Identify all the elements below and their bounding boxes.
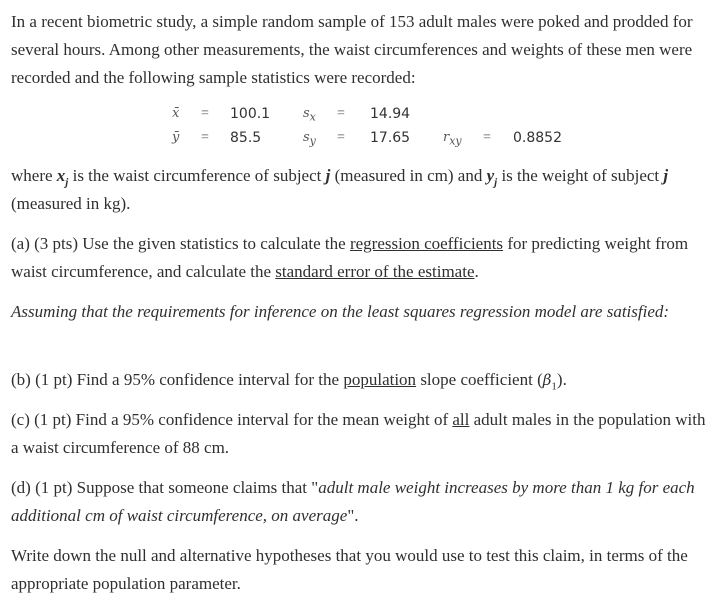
ybar-symbol: ȳ — [172, 130, 180, 145]
ybar-value: 85.5 — [230, 130, 262, 146]
equals-sign: = — [483, 130, 491, 145]
xbar-value: 100.1 — [230, 106, 271, 122]
r-symbol: $r_{xy}$ — [443, 130, 462, 148]
equals-sign: = — [201, 130, 209, 145]
intro-paragraph: In a recent biometric study, a simple random sample of 153 adult males were poked and prodded for several hours. Among other measurements, the waist circumferences and weights of these men were recorded and the following sample statistics were recorded: — [11, 12, 693, 87]
standard-error-link[interactable]: standard error of the estimate — [275, 262, 475, 281]
r-value: 0.8852 — [513, 130, 562, 146]
sx-symbol: $s_x$ — [303, 106, 316, 124]
sy-symbol: $s_y$ — [303, 130, 316, 148]
statistics-table — [0, 100, 720, 150]
sy-value: 17.65 — [370, 130, 411, 146]
part-c-paragraph: (c) (1 pt) Find a 95% confidence interval for the mean weight of all adult males in the population with a waist circumference of 88 cm. — [11, 410, 706, 457]
claim-text: adult male weight increases by more than 1 kg for each additional cm of waist circumference, on average — [11, 478, 695, 525]
sx-value: 14.94 — [370, 106, 411, 122]
part-a-paragraph: (a) (3 pts) Use the given statistics to calculate the regression coefficients for predicting weight from waist circumference, and calculate the standard error of the estimate. — [11, 234, 689, 281]
regression-coefficients-link[interactable]: regression coefficients — [349, 234, 504, 253]
final-paragraph: Write down the null and alternative hypotheses that you would use to test this claim, in terms of the appropriate population parameter. — [11, 546, 688, 593]
equals-sign: = — [201, 106, 209, 121]
all-link[interactable]: all — [452, 410, 470, 429]
population-link[interactable]: population — [343, 370, 417, 389]
part-d-paragraph: (d) (1 pt) Suppose that someone claims that "adult male weight increases by more than 1 kg for each additional cm of waist circumference, on average". — [11, 478, 695, 525]
equals-sign: = — [337, 106, 345, 121]
assumption-paragraph: Assuming that the requirements for inference on the least squares regression model are satisfied: — [11, 302, 670, 321]
where-paragraph: where $x_j$ is the waist circumference of subject j (measured in cm) and $y_j$ is the weight of subject j (measured in kg). — [11, 166, 669, 213]
xbar-symbol: x̄ — [172, 106, 180, 121]
equals-sign: = — [337, 130, 345, 145]
part-b-paragraph: (b) (1 pt) Find a 95% confidence interval for the population slope coefficient $(\beta_1)$. — [11, 370, 567, 393]
